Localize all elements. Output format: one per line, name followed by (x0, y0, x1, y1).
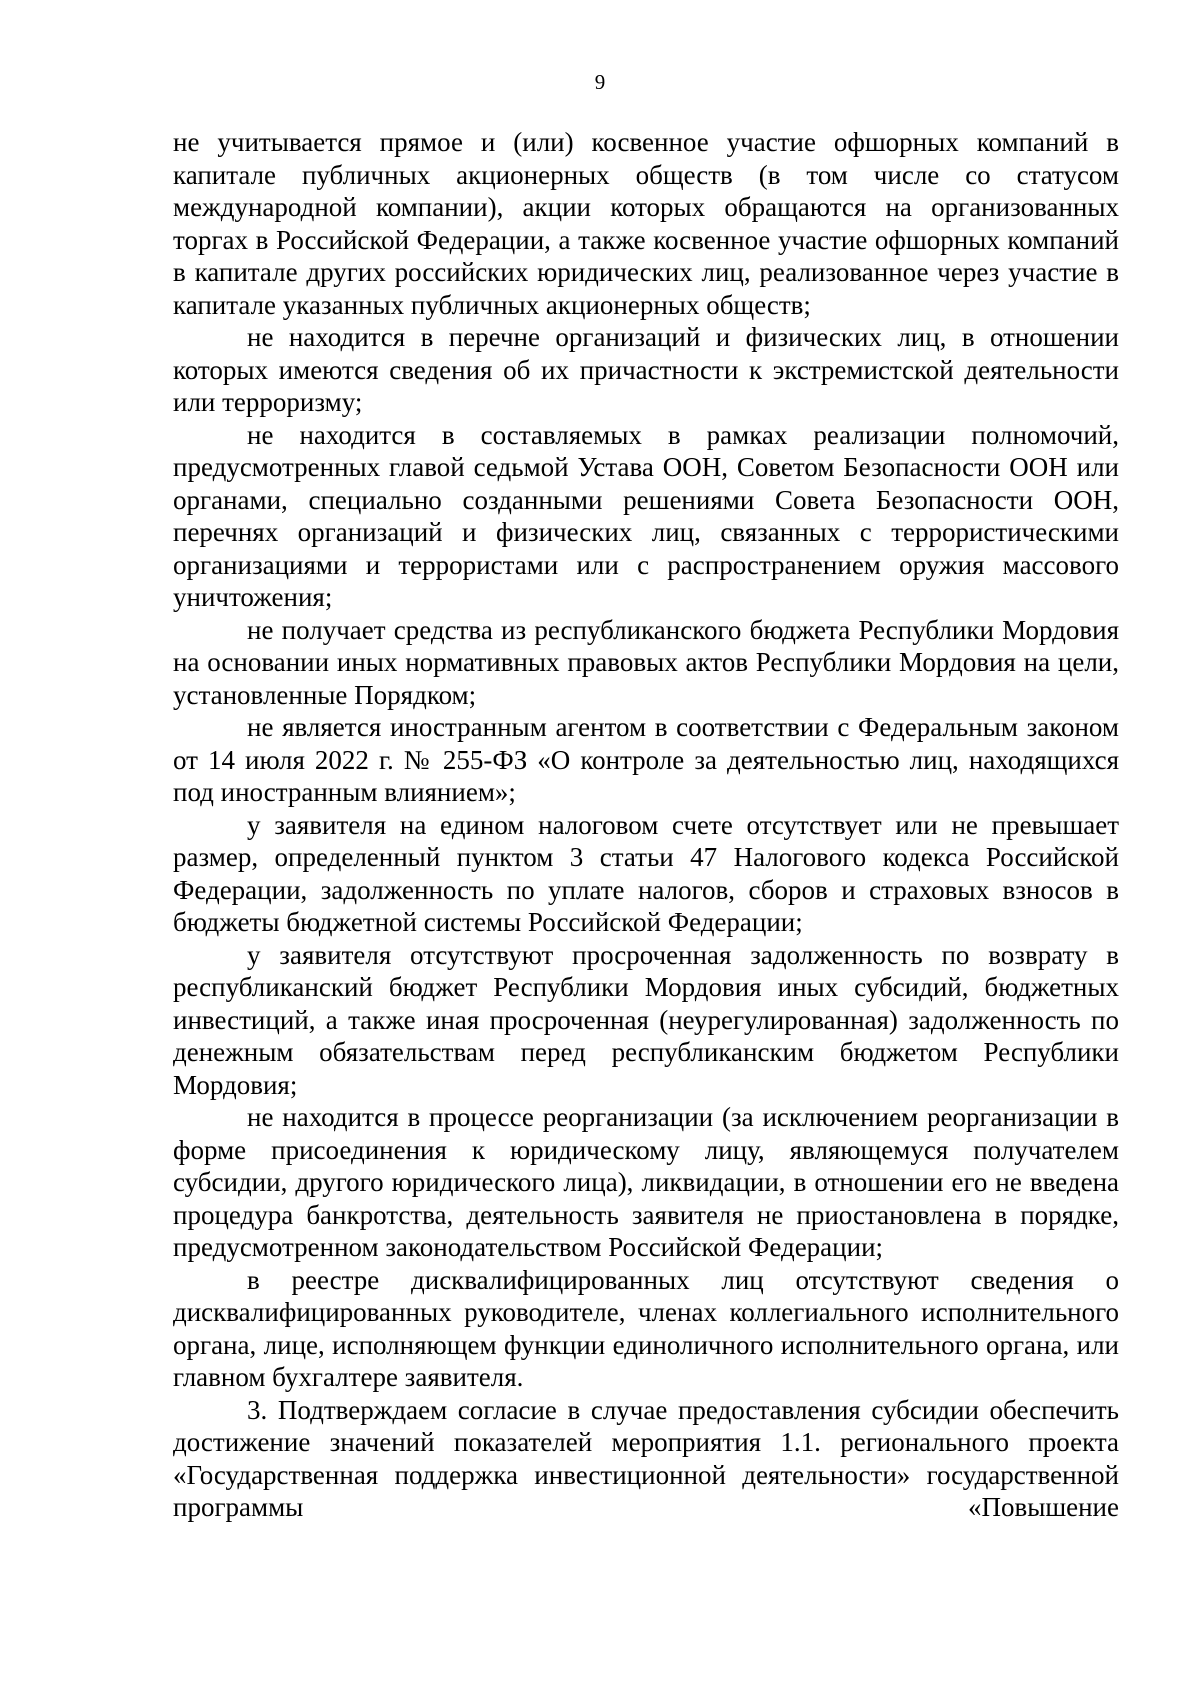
paragraph-disqualified-persons: в реестре дисквалифицированных лиц отсутствуют сведения о дисквалифицированных руководителе, членах коллегиального исполнительного органа, лице, исполняющем функции единоличного исполнительного органа, или главном бухгалтере заявителя. (173, 1264, 1119, 1392)
paragraph-foreign-agent: не является иностранным агентом в соответствии с Федеральным законом от 14 июля 2022 г. № 255-ФЗ «О контроле за деятельностью лиц, находящихся под иностранным влиянием»; (173, 712, 1119, 807)
paragraph-consent-item-3: 3. Подтверждаем согласие в случае предоставления субсидии обеспечить достижение значений показателей мероприятия 1.1. регионального проекта «Государственная поддержка инвестиционной деятельности» государственной программы «Повышение (173, 1394, 1119, 1522)
paragraph-extremism-list: не находится в перечне организаций и физических лиц, в отношении которых имеются сведения об их причастности к экстремистской деятельности или терроризму; (173, 322, 1119, 417)
paragraph-offshore-participation: не учитывается прямое и (или) косвенное участие офшорных компаний в капитале публичных акционерных обществ (в том числе со статусом международной компании), акции которых обращаются на организованных торгах в Российской Федерации, а также косвенное участие офшорных компаний в капитале других российских юридических лиц, реализованное через участие в капитале указанных публичных акционерных обществ; (173, 127, 1119, 320)
paragraph-un-sanctions-list: не находится в составляемых в рамках реализации полномочий, предусмотренных главой седьмой Устава ООН, Советом Безопасности ООН или органами, специально созданными решениями Совета Безопасности ООН, перечнях организаций и физических лиц, связанных с террористическими организациями и террористами или с распространением оружия массового уничтожения; (173, 419, 1119, 612)
paragraph-tax-debt: у заявителя на едином налоговом счете отсутствует или не превышает размер, определенный пунктом 3 статьи 47 Налогового кодекса Российской Федерации, задолженность по уплате налогов, сборов и страховых взносов в бюджеты бюджетной системы Российской Федерации; (173, 809, 1119, 937)
paragraph-overdue-debt: у заявителя отсутствуют просроченная задолженность по возврату в республиканский бюджет Республики Мордовия иных субсидий, бюджетных инвестиций, а также иная просроченная (неурегулированная) задолженность по денежным обязательствам перед республиканским бюджетом Республики Мордовия; (173, 939, 1119, 1100)
paragraph-reorganization: не находится в процессе реорганизации (за исключением реорганизации в форме присоединения к юридическому лицу, являющемуся получателем субсидии, другого юридического лица), ликвидации, в отношении его не введена процедура банкротства, деятельность заявителя не приостановлена в порядке, предусмотренном законодательством Российской Федерации; (173, 1102, 1119, 1262)
document-body (173, 126, 1119, 1524)
page-number: 9 (594, 70, 606, 94)
paragraph-no-budget-funds: не получает средства из республиканского бюджета Республики Мордовия на основании иных нормативных правовых актов Республики Мордовия на цели, установленные Порядком; (173, 614, 1119, 710)
